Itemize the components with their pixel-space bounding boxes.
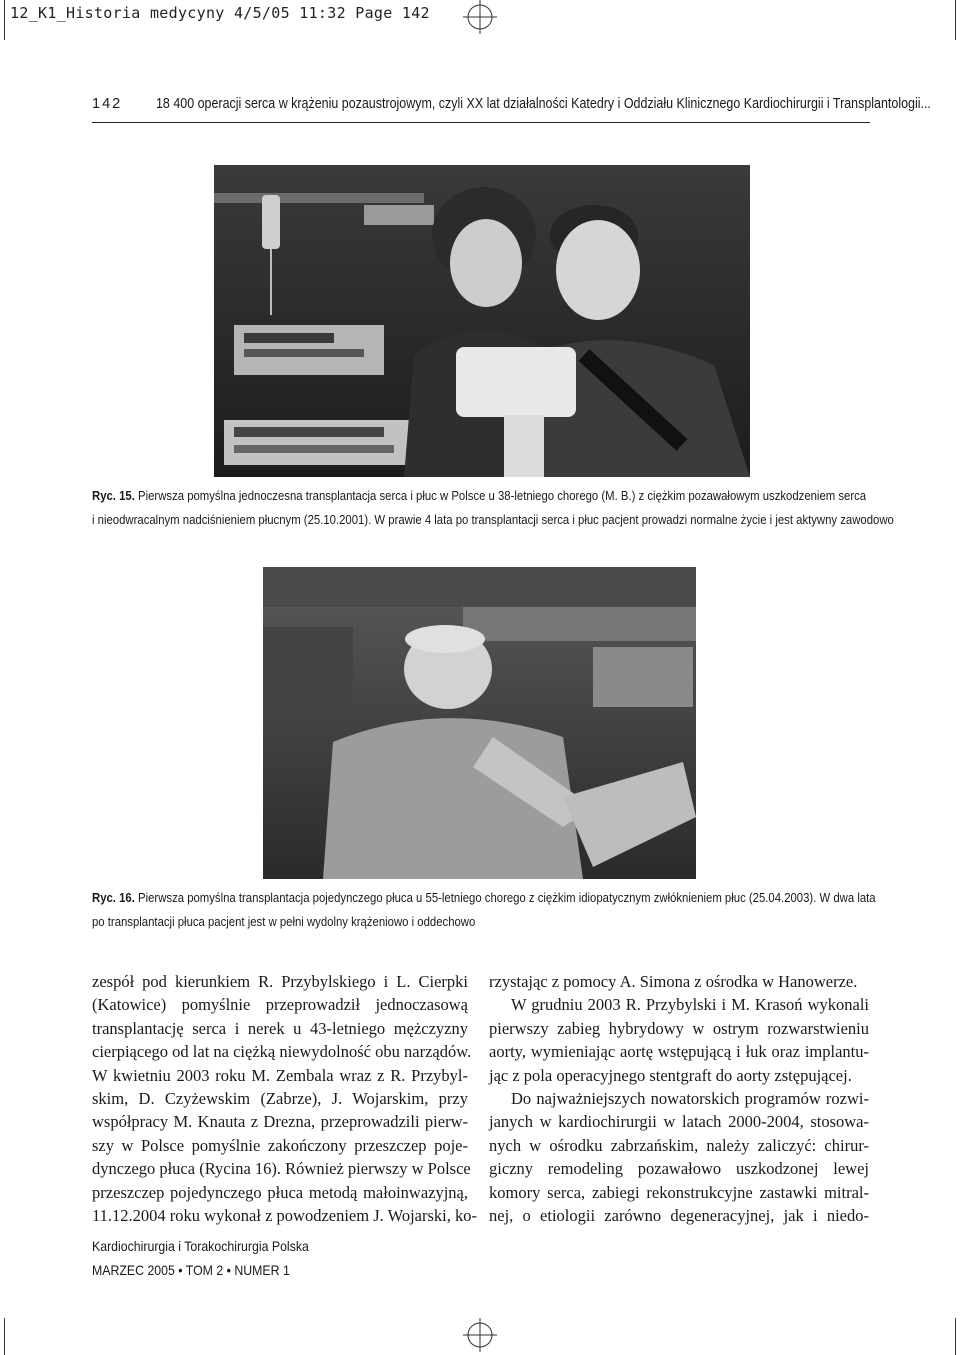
body-line: rzystając z pomocy A. Simona z ośrodka w Hanowerze. bbox=[489, 972, 858, 991]
body-line: (Katowice) pomyślnie przeprowadził jednoczasową bbox=[92, 995, 468, 1015]
body-line: szy w Polsce pomyślnie zakończony przeszczep poje- bbox=[92, 1135, 468, 1155]
body-line: aorty, wymieniając aortę wstępującą i łuk oraz implantu- bbox=[489, 1042, 869, 1062]
body-line: jąc z pola operacyjnego stentgraft do aorty zstępującej. bbox=[489, 1065, 852, 1085]
figure-16-caption bbox=[92, 886, 876, 934]
body-line: giczny remodeling pozawałowo uszkodzonej lewej bbox=[489, 1159, 869, 1179]
caption-text: i nieodwracalnym nadciśnieniem płucnym (25.10.2001). W prawie 4 lata po transplantacji serca i płuc pacjent prowadzi normalne życie i jest aktywny zawodowo bbox=[92, 512, 894, 527]
journal-issue: MARZEC 2005 • TOM 2 • NUMER 1 bbox=[92, 1262, 290, 1278]
journal-name: Kardiochirurgia i Torakochirurgia Polska bbox=[92, 1238, 309, 1254]
body-line: komory serca, zabiegi rekonstrukcyjne zastawki mitral- bbox=[489, 1182, 869, 1202]
crop-mark bbox=[955, 1318, 956, 1355]
body-line: nej, o etiologii zarówno degeneracyjnej, jak i niedo- bbox=[489, 1205, 869, 1225]
figure-15-caption bbox=[92, 484, 894, 532]
body-line: przeszczep pojedynczego płuca metodą małoinwazyjną, bbox=[92, 1182, 468, 1202]
caption-text: Pierwsza pomyślna jednoczesna transplantacja serca i płuc w Polsce u 38-letniego chorego (M. B.) z ciężkim pozawałowym uszkodzeniem serca bbox=[138, 488, 867, 503]
printer-slug: 12_K1_Historia medycyny 4/5/05 11:32 Page 142 bbox=[10, 4, 430, 22]
body-line: skim, D. Czyżewskim (Zabrze), J. Wojarskim, przy bbox=[92, 1088, 468, 1108]
running-head-title: 18 400 operacji serca w krążeniu pozaustrojowym, czyli XX lat działalności Katedry i Oddziału Klinicznego Kardiochirurgii i Transplantologii... bbox=[156, 96, 931, 112]
crop-mark bbox=[4, 1318, 5, 1355]
journal-footer bbox=[92, 1234, 309, 1282]
body-line: nych w ośrodku zabrzańskim, należy zaliczyć: chirur- bbox=[489, 1135, 869, 1155]
figure-label: Ryc. 15. bbox=[92, 488, 135, 503]
body-line: janych w kardiochirurgii w latach 2000-2004, stosowa- bbox=[489, 1112, 869, 1132]
figure-label: Ryc. 16. bbox=[92, 890, 135, 905]
running-head bbox=[92, 96, 931, 118]
registration-mark-icon bbox=[463, 0, 497, 34]
body-right-column bbox=[489, 970, 869, 1227]
body-line: pierwszy zabieg hybrydowy w ostrym rozwarstwieniu bbox=[489, 1018, 869, 1038]
figure-16-photo bbox=[263, 567, 696, 879]
body-line: transplantację serca i nerek u 43-letniego mężczyzny bbox=[92, 1018, 468, 1038]
body-line: Do najważniejszych nowatorskich programów rozwi- bbox=[511, 1088, 869, 1108]
crop-mark bbox=[4, 0, 5, 40]
caption-text: Pierwsza pomyślna transplantacja pojedynczego płuca u 55-letniego chorego z ciężkim idiopatycznym zwłóknieniem płuc (25.04.2003). W dwa lata bbox=[138, 890, 876, 905]
page-number: 142 bbox=[92, 96, 123, 112]
figure-15-photo bbox=[214, 165, 750, 477]
registration-mark-icon bbox=[463, 1318, 497, 1352]
body-line: zespół pod kierunkiem R. Przybylskiego i L. Cierpki bbox=[92, 972, 468, 991]
body-line: współpracy M. Knauta z Drezna, przeprowadzili pierw- bbox=[92, 1112, 468, 1132]
body-line: W kwietniu 2003 roku M. Zembala wraz z R. Przybyl- bbox=[92, 1065, 468, 1085]
body-left-column bbox=[92, 970, 477, 1227]
header-rule bbox=[92, 122, 870, 123]
body-line: cierpiącego od lat na ciężką niewydolność obu narządów. bbox=[92, 1042, 472, 1062]
body-line: dynczego płuca (Rycina 16). Również pierwszy w Polsce bbox=[92, 1159, 471, 1179]
body-line: W grudniu 2003 R. Przybylski i M. Krasoń wykonali bbox=[511, 995, 869, 1015]
body-line: 11.12.2004 roku wykonał z powodzeniem J. Wojarski, ko- bbox=[92, 1205, 477, 1225]
caption-text: po transplantacji płuca pacjent jest w pełni wydolny krążeniowo i oddechowo bbox=[92, 914, 476, 929]
crop-mark bbox=[955, 0, 956, 40]
